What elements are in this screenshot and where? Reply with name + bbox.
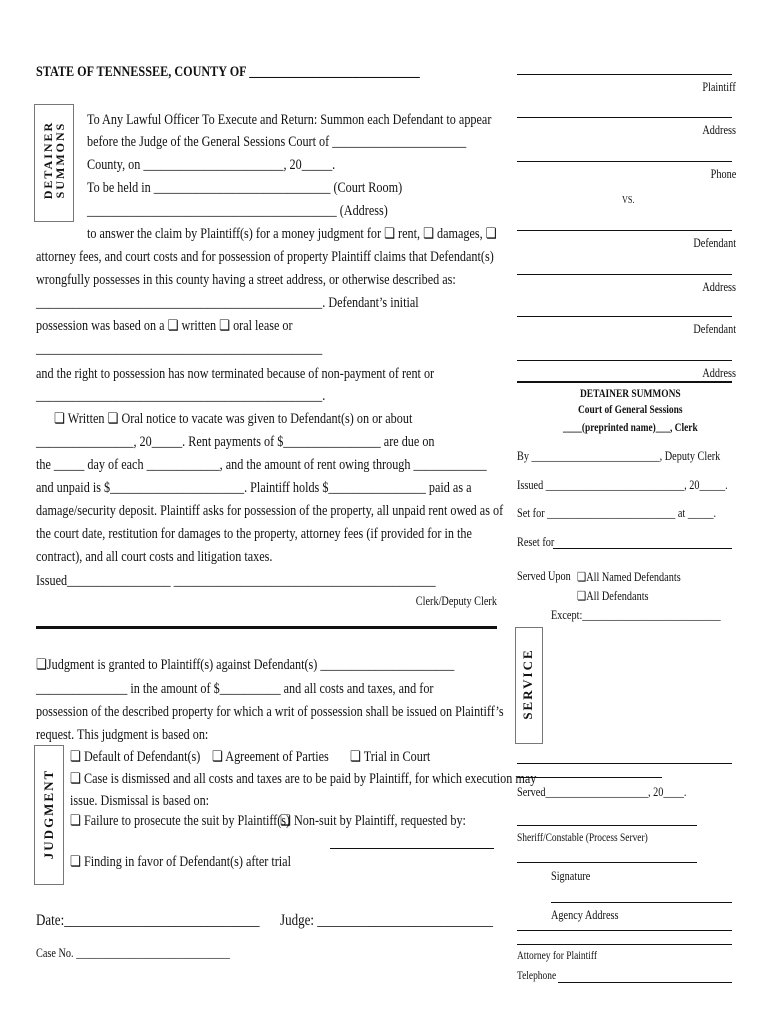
preprinted-clerk-line: ____(preprinted name)___, Clerk <box>563 422 698 434</box>
served-date-line: Served____________________, 20____. <box>517 785 687 799</box>
reset-for-label: Reset for <box>517 535 555 549</box>
by-deputy-clerk-line: By _________________________, Deputy Clerk <box>517 449 721 463</box>
judgment-line-4: request. This judgment is based on: <box>36 727 209 743</box>
issued-signature-line: Issued_________________ ___________________________________________ <box>36 573 436 589</box>
sheriff-constable-label: Sheriff/Constable (Process Server) <box>517 832 648 844</box>
address-line-2 <box>517 274 732 275</box>
detainer-summons-title: DETAINER SUMMONS <box>580 388 681 400</box>
clerk-deputy-label: Clerk/Deputy Clerk <box>415 594 497 608</box>
signature-line <box>517 862 697 863</box>
attorney-line-2 <box>517 944 732 945</box>
summons-line-11: _______________________________________________ <box>36 341 323 357</box>
state-county-heading: STATE OF TENNESSEE, COUNTY OF ____________________________ <box>36 64 420 80</box>
summons-line-5: _________________________________________ (Address) <box>87 203 388 219</box>
detainer-side-label: DETAINER SUMMONS <box>41 120 67 200</box>
attorney-for-plaintiff-label: Attorney for Plaintiff <box>517 950 597 962</box>
option-failure-prosecute[interactable]: ❏ Failure to prosecute the suit by Plaintiff(s) <box>70 813 291 829</box>
agency-address-label: Agency Address <box>551 908 619 922</box>
summons-line-4: To be held in _____________________________ (Court Room) <box>87 180 403 196</box>
telephone-label: Telephone <box>517 970 557 982</box>
summons-line-20: contract), and all court costs and litigation taxes. <box>36 549 273 565</box>
summons-line-2: before the Judge of the General Sessions Court of ______________________ <box>87 134 467 150</box>
option-default[interactable]: ❏ Default of Defendant(s) <box>70 749 201 765</box>
address-line-1 <box>517 117 732 118</box>
sheriff-line <box>517 825 697 826</box>
right-panel-divider <box>517 381 732 383</box>
court-of-general-sessions: Court of General Sessions <box>578 404 683 416</box>
summons-line-8: wrongfully possesses in this county having a street address, or otherwise described as: <box>36 272 456 288</box>
option-all-defendants[interactable]: ❏All Defendants <box>577 589 649 603</box>
served-upon-label: Served Upon <box>517 569 571 583</box>
summons-line-12: and the right to possession has now terminated because of non-payment of rent or <box>36 366 435 382</box>
address-label-1: Address <box>702 123 736 137</box>
service-line-1 <box>517 763 732 764</box>
service-side-label: SERVICE <box>520 648 535 720</box>
summons-line-7: attorney fees, and court costs and for possession of property Plaintiff claims that Defendant(s) <box>36 249 494 265</box>
service-line-2 <box>517 777 662 778</box>
judgment-line-3: possession of the described property for which a writ of possession shall be issued on Plaintiff’s <box>36 704 504 720</box>
phone-line <box>517 161 732 162</box>
defendant-label-1: Defendant <box>693 236 736 250</box>
reset-for-line <box>553 548 732 549</box>
summons-line-14: ❏ Written ❏ Oral notice to vacate was given to Defendant(s) on or about <box>54 411 413 427</box>
plaintiff-line <box>517 74 732 75</box>
address-label-2: Address <box>702 280 736 294</box>
summons-line-18: damage/security deposit. Plaintiff asks for possession of the property, all unpaid rent owed as of <box>36 503 504 519</box>
plaintiff-label: Plaintiff <box>702 80 736 94</box>
phone-label: Phone <box>710 167 736 181</box>
defendant-line-2 <box>517 316 732 317</box>
option-dismissed-cont: issue. Dismissal is based on: <box>70 793 210 809</box>
section-divider <box>36 626 497 629</box>
option-all-named-defendants[interactable]: ❏All Named Defendants <box>577 570 681 584</box>
judgment-side-label: JUDGMENT <box>41 768 56 860</box>
defendant-label-2: Defendant <box>693 322 736 336</box>
defendant-line-1 <box>517 230 732 231</box>
summons-line-1: To Any Lawful Officer To Execute and Return: Summon each Defendant to appear <box>87 112 492 128</box>
option-agreement[interactable]: ❏ Agreement of Parties <box>212 749 329 765</box>
issued-date-line: Issued ___________________________, 20_____. <box>517 478 728 492</box>
versus-label: VS. <box>622 195 635 206</box>
summons-line-6: to answer the claim by Plaintiff(s) for a money judgment for ❏ rent, ❏ damages, ❏ <box>87 226 497 242</box>
summons-line-19: the court date, restitution for damages to the property, attorney fees (if provided for in the <box>36 526 472 542</box>
agency-address-line <box>551 902 732 903</box>
case-number-field: Case No. ______________________________ <box>36 946 230 960</box>
option-non-suit[interactable]: ❏ Non-suit by Plaintiff, requested by: <box>280 813 466 829</box>
option-finding-defendant[interactable]: ❏ Finding in favor of Defendant(s) after trial <box>70 854 291 870</box>
summons-line-17: and unpaid is $______________________. Plaintiff holds $________________ paid as a <box>36 480 472 496</box>
summons-line-15: ________________, 20_____. Rent payments of $________________ are due on <box>36 434 435 450</box>
option-dismissed[interactable]: ❏ Case is dismissed and all costs and taxes are to be paid by Plaintiff, for which execution may <box>70 771 537 787</box>
address-label-3: Address <box>702 366 736 380</box>
summons-line-16: the _____ day of each ____________, and the amount of rent owing through ____________ <box>36 457 487 473</box>
address-line-3 <box>517 360 732 361</box>
judgment-line-2: _______________ in the amount of $__________ and all costs and taxes, and for <box>36 681 434 697</box>
except-line: Except:___________________________ <box>551 608 721 622</box>
summons-line-13: _______________________________________________. <box>36 388 326 404</box>
summons-line-10: possession was based on a ❏ written ❏ oral lease or <box>36 318 293 334</box>
date-field: Date:______________________________ <box>36 912 260 929</box>
judgment-line-1: ❏Judgment is granted to Plaintiff(s) against Defendant(s) ______________________ <box>36 657 455 673</box>
set-for-line: Set for _________________________ at _____. <box>517 506 717 520</box>
summons-line-9: _______________________________________________. Defendant’s initial <box>36 295 419 311</box>
attorney-line-1 <box>517 930 732 931</box>
option-trial[interactable]: ❏ Trial in Court <box>350 749 431 765</box>
judge-field: Judge: ___________________________ <box>280 912 494 929</box>
non-suit-requested-by-line <box>330 848 494 849</box>
telephone-line <box>558 982 732 983</box>
summons-line-3: County, on _______________________, 20_____. <box>87 157 336 173</box>
signature-label: Signature <box>551 869 591 883</box>
